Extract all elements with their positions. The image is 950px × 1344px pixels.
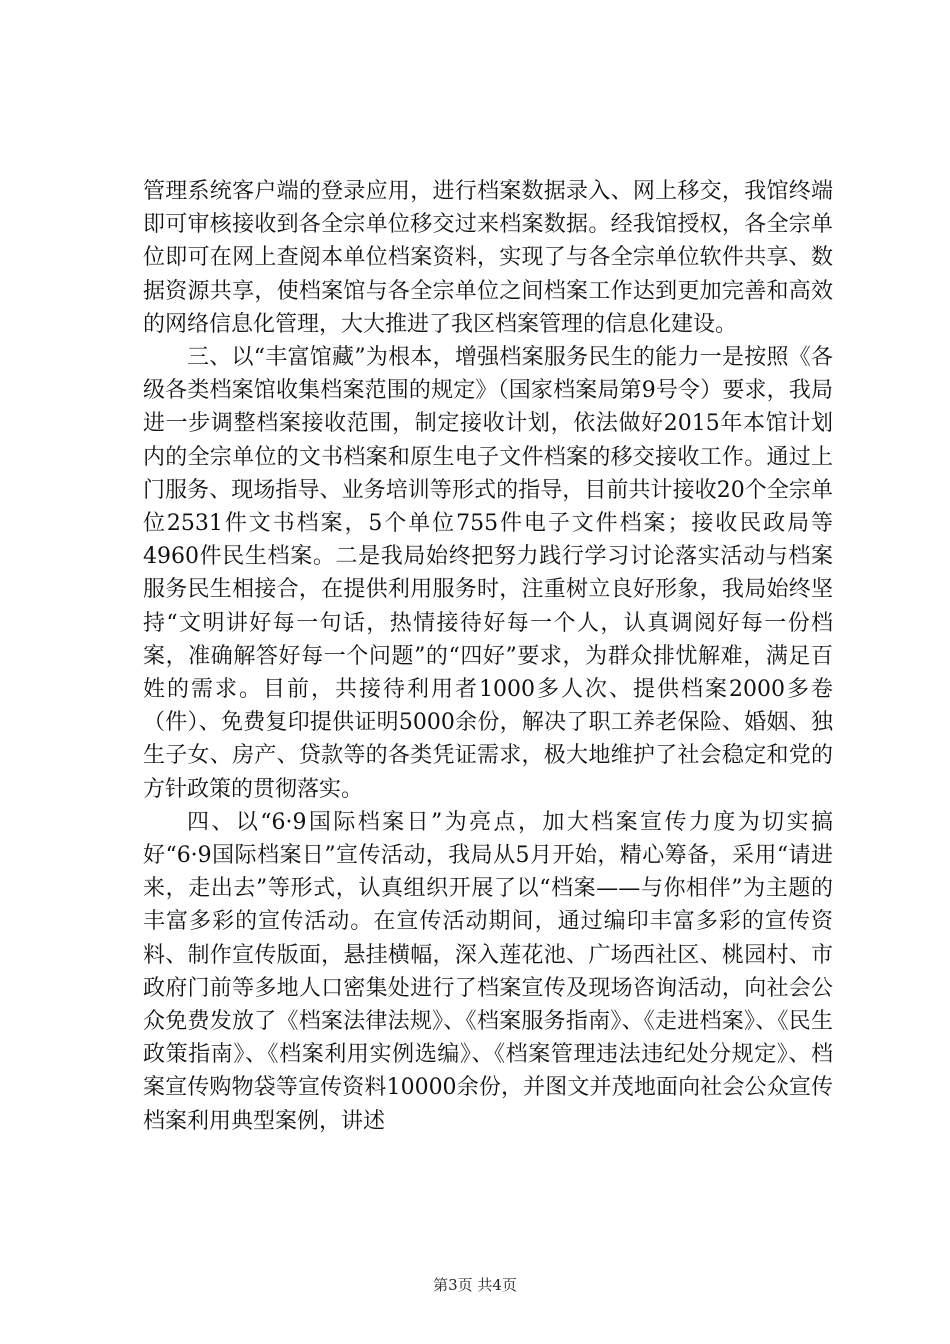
document-body [143, 175, 833, 1138]
paragraph-section-three: 三、以“丰富馆藏”为根本，增强档案服务民生的能力一是按照《各级各类档案馆收集档案范围的规定》（国家档案局第9号令）要求，我局进一步调整档案接收范围，制定接收计划，依法做好2015年本馆计划内的全宗单位的文书档案和原生电子文件档案的移交接收工作。通过上门服务、现场指导、业务培训等形式的指导，目前共计接收20个全宗单位2531件文书档案，5个单位755件电子文件档案；接收民政局等4960件民生档案。二是我局始终把努力践行学习讨论落实活动与档案服务民生相接合，在提供利用服务时，注重树立良好形象，我局始终坚持“文明讲好每一句话，热情接待好每一个人，认真调阅好每一份档案，准确解答好每一个问题”的“四好”要求，为群众排忧解难，满足百姓的需求。目前，共接待利用者1000多人次、提供档案2000多卷（件）、免费复印提供证明5000余份，解决了职工养老保险、婚姻、独生子女、房产、贷款等的各类凭证需求，极大地维护了社会稳定和党的方针政策的贯彻落实。 [143, 345, 833, 802]
page-footer: 第3页 共4页 [433, 1276, 517, 1294]
paragraph-section-four: 四、以“6·9国际档案日”为亮点，加大档案宣传力度为切实搞好“6·9国际档案日”宣传活动，我局从5月开始，精心筹备，采用“请进来，走出去”等形式，认真组织开展了以“档案——与你相伴”为主题的丰富多彩的宣传活动。在宣传活动期间，通过编印丰富多彩的宣传资料、制作宣传版面，悬挂横幅，深入莲花池、广场西社区、桃园村、市政府门前等多地人口密集处进行了档案宣传及现场咨询活动，向社会公众免费发放了《档案法律法规》、《档案服务指南》、《走进档案》、《民生政策指南》、《档案利用实例选编》、《档案管理违法违纪处分规定》、档案宣传购物袋等宣传资料10000余份，并图文并茂地面向社会公众宣传档案利用典型案例，讲述 [143, 809, 833, 1134]
paragraph-continuation: 管理系统客户端的登录应用，进行档案数据录入、网上移交，我馆终端即可审核接收到各全宗单位移交过来档案数据。经我馆授权，各全宗单位即可在网上查阅本单位档案资料，实现了与各全宗单位软件共享、数据资源共享，使档案馆与各全宗单位之间档案工作达到更加完善和高效的网络信息化管理，大大推进了我区档案管理的信息化建设。 [143, 179, 833, 337]
